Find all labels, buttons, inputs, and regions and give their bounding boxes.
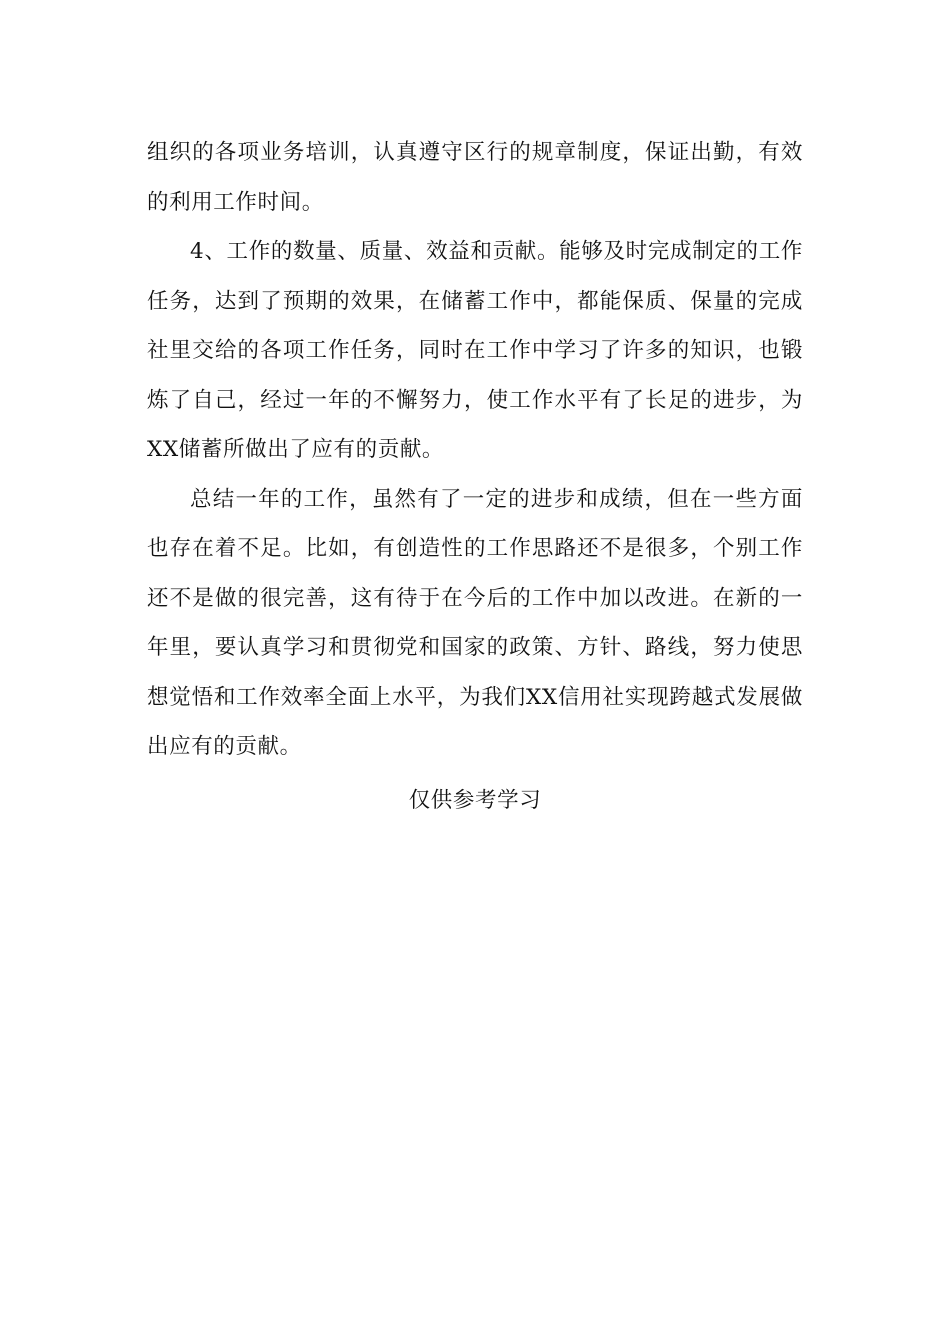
document-body bbox=[147, 128, 803, 772]
footer-note: 仅供参考学习 bbox=[408, 788, 542, 813]
paragraph-continued: 组织的各项业务培训，认真遵守区行的规章制度，保证出勤，有效的利用工作时间。 bbox=[147, 140, 803, 215]
paragraph-summary: 总结一年的工作，虽然有了一定的进步和成绩，但在一些方面也存在着不足。比如，有创造性的工作思路还不是很多，个别工作还不是做的很完善，这有待于在今后的工作中加以改进。在新的一年里，要认真学习和贯彻党和国家的政策、方针、路线，努力使思想觉悟和工作效率全面上水平，为我们XX信用社实现跨越式发展做出应有的贡献。 bbox=[147, 486, 803, 759]
paragraph-item-4: 4、工作的数量、质量、效益和贡献。能够及时完成制定的工作任务，达到了预期的效果，在储蓄工作中，都能保质、保量的完成社里交给的各项工作任务，同时在工作中学习了许多的知识，也锻炼了自己，经过一年的不懈努力，使工作水平有了长足的进步，为XX储蓄所做出了应有的贡献。 bbox=[147, 239, 803, 462]
